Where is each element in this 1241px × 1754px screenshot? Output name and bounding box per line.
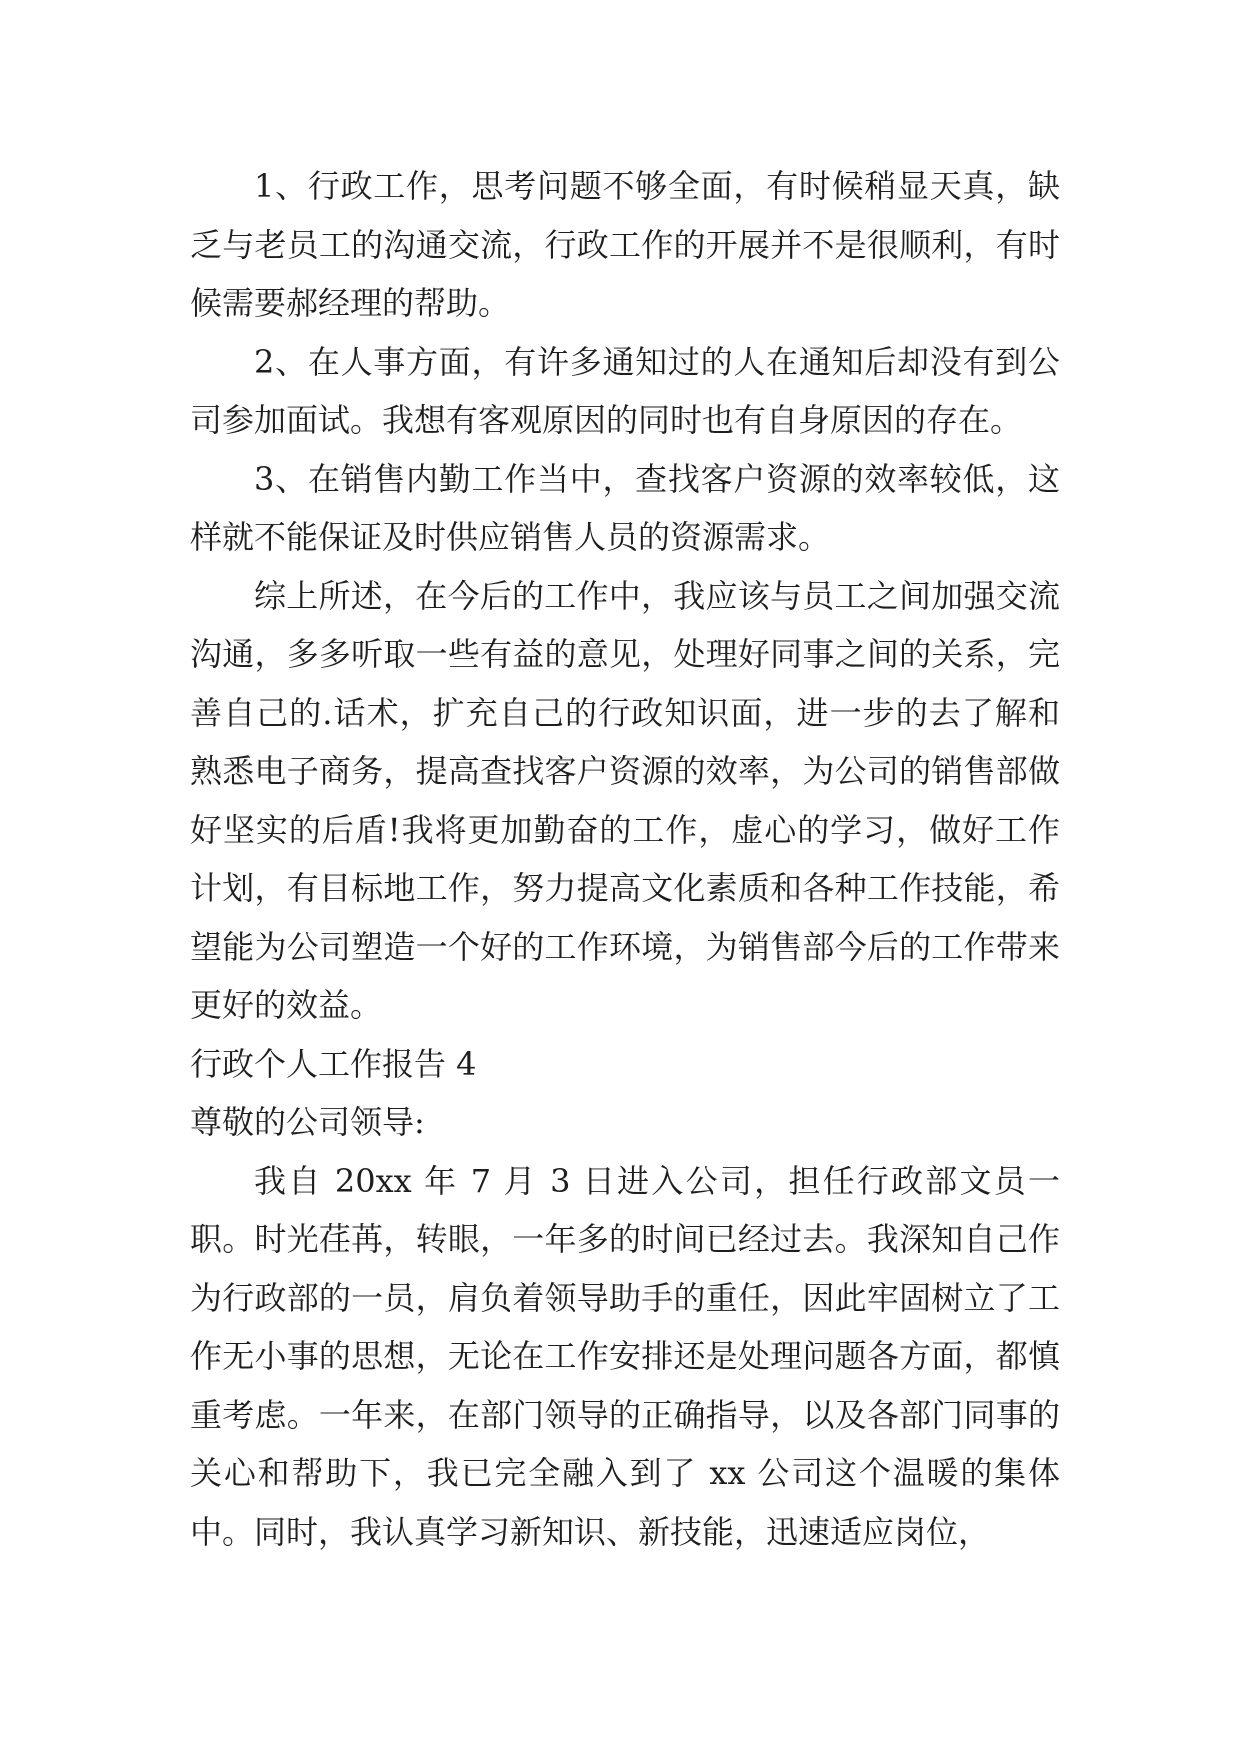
paragraph-item-2: 2、在人事方面，有许多通知过的人在通知后却没有到公司参加面试。我想有客观原因的同时也有自身原因的存在。	[190, 342, 1060, 439]
salutation: 尊敬的公司领导:	[190, 1103, 425, 1141]
summary-paragraph: 综上所述，在今后的工作中，我应该与员工之间加强交流沟通，多多听取一些有益的意见，处理好同事之间的关系，完善自己的.话术，扩充自己的行政知识面，进一步的去了解和熟悉电子商务，提高查找客户资源的效率，为公司的销售部做好坚实的后盾!我将更加勤奋的工作，虚心的学习，做好工作计划，有目标地工作，努力提高文化素质和各种工作技能，希望能为公司塑造一个好的工作环境，为销售部今后的工作带来更好的效益。	[190, 576, 1060, 1024]
section-title: 行政个人工作报告 4	[190, 1044, 477, 1083]
report-paragraph: 我自 20xx 年 7 月 3 日进入公司，担任行政部文员一职。时光荏苒，转眼，一年多的时间已经过去。我深知自己作为行政部的一员，肩负着领导助手的重任，因此牢固树立了工作无小事的思想，无论在工作安排还是处理问题各方面，都慎重考虑。一年来，在部门领导的正确指导，以及各部门同事的关心和帮助下，我已完全融入到了 xx 公司这个温暖的集体中。同时，我认真学习新知识、新技能，迅速适应岗位，	[190, 1161, 1060, 1551]
document-body	[190, 157, 1060, 1561]
paragraph-item-1: 1、行政工作，思考问题不够全面，有时候稍显天真，缺乏与老员工的沟通交流，行政工作的开展并不是很顺利，有时候需要郝经理的帮助。	[190, 167, 1060, 322]
paragraph-item-3: 3、在销售内勤工作当中，查找客户资源的效率较低，这样就不能保证及时供应销售人员的资源需求。	[190, 459, 1060, 556]
